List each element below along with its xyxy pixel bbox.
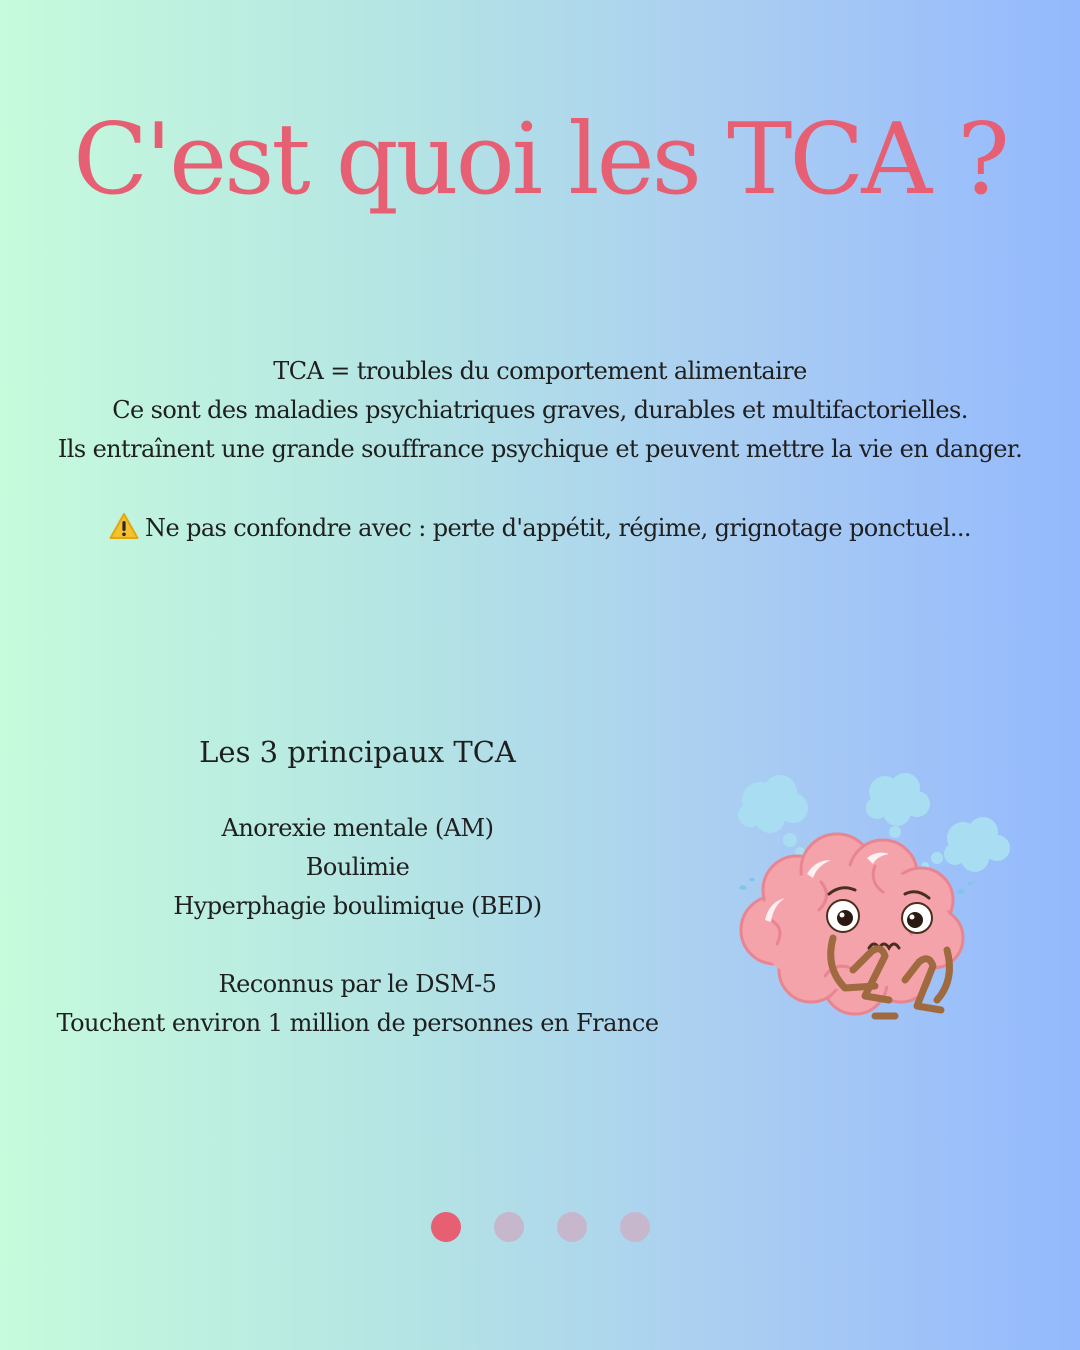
- worried-brain-illustration: [725, 770, 1015, 1040]
- thought-cloud-icon: [738, 775, 808, 857]
- pagination-dot[interactable]: [620, 1212, 650, 1242]
- tca-list-block: [0, 730, 715, 1043]
- page-title: C'est quoi les TCA ?: [73, 103, 1007, 217]
- intro-definition: TCA = troubles du comportement alimentaire: [273, 357, 807, 385]
- pagination-dots: [0, 1212, 1080, 1242]
- intro-description: Ce sont des maladies psychiatriques graves, durables et multifactorielles.: [112, 396, 968, 424]
- pagination-dot[interactable]: [557, 1212, 587, 1242]
- list-item: Hyperphagie boulimique (BED): [173, 892, 542, 920]
- tca-heading: Les 3 principaux TCA: [199, 735, 516, 769]
- intro-text: [0, 352, 1080, 548]
- pagination-dot-active[interactable]: [431, 1212, 461, 1242]
- thought-cloud-icon: [866, 773, 930, 849]
- brain-icon: [741, 834, 963, 1016]
- warning-icon: [109, 512, 139, 540]
- thought-cloud-icon: [921, 817, 1010, 872]
- pagination-dot[interactable]: [494, 1212, 524, 1242]
- warning-line: [0, 509, 1080, 548]
- intro-consequence: Ils entraînent une grande souffrance psychique et peuvent mettre la vie en danger.: [57, 435, 1023, 463]
- dsm-note: Reconnus par le DSM-5: [218, 970, 497, 998]
- list-item: Boulimie: [305, 853, 410, 881]
- prevalence-note: Touchent environ 1 million de personnes en France: [56, 1009, 659, 1037]
- warning-text: Ne pas confondre avec : perte d'appétit, régime, grignotage ponctuel...: [145, 514, 971, 542]
- list-item: Anorexie mentale (AM): [221, 814, 494, 842]
